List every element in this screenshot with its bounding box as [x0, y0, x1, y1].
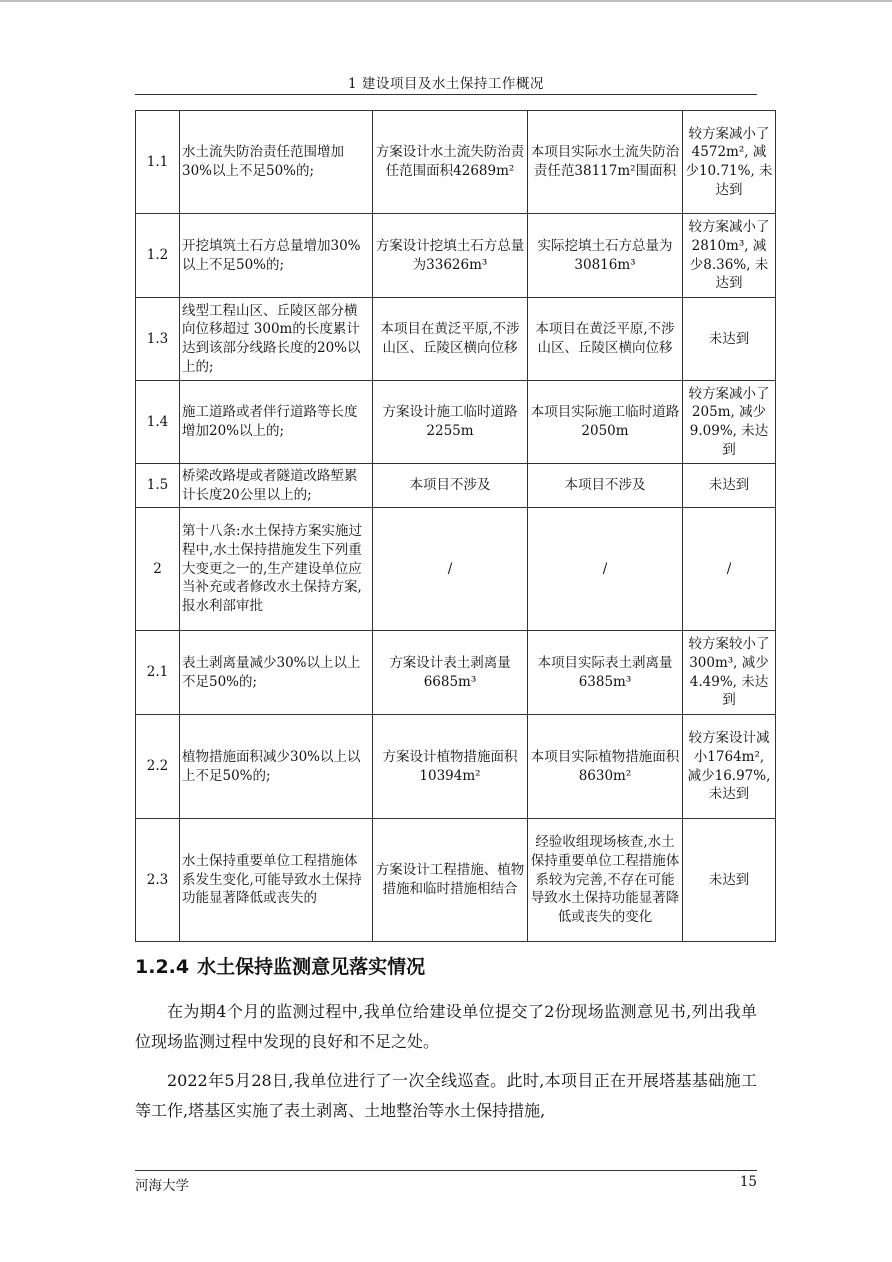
- result-cell: 未达到: [683, 819, 776, 942]
- actual-value-cell: 经验收组现场核查,水土保持重要单位工程措施体系较为完善,不存在可能导致水土保持功能显著降低或丧失的变化: [528, 819, 683, 942]
- actual-value-cell: 本项目实际水土流失防治责任范38117m²围面积: [528, 111, 683, 214]
- actual-value-cell: 本项目实际植物措施面积8630m²: [528, 715, 683, 819]
- actual-value-cell: /: [528, 508, 683, 631]
- item-number: 2.2: [136, 715, 180, 819]
- table-row: [136, 819, 776, 942]
- table-row: [136, 508, 776, 631]
- section-heading: [135, 952, 425, 979]
- criterion-cell: 水土保持重要单位工程措施体系发生变化,可能导致水土保持功能显著降低或丧失的: [180, 819, 373, 942]
- section-number: 1.2.4: [135, 956, 190, 978]
- plan-value-cell: 本项目不涉及: [373, 464, 528, 508]
- actual-value-cell: 实际挖填土石方总量为30816m³: [528, 214, 683, 298]
- table-row: [136, 715, 776, 819]
- change-criteria-table: [135, 110, 776, 942]
- plan-value-cell: 方案设计表土剥离量6685m³: [373, 631, 528, 715]
- criterion-cell: 线型工程山区、丘陵区部分横向位移超过 300m的长度累计达到该部分线路长度的20%以上的;: [180, 298, 373, 381]
- table-row: [136, 464, 776, 508]
- result-cell: 未达到: [683, 298, 776, 381]
- criterion-cell: 水土流失防治责任范围增加30%以上不足50%的;: [180, 111, 373, 214]
- item-number: 1.1: [136, 111, 180, 214]
- body-paragraph: 2022年5月28日,我单位进行了一次全线巡查。此时,本项目正在开展塔基基础施工等工作,塔基区实施了表土剥离、土地整治等水土保持措施,: [135, 1071, 757, 1120]
- item-number: 2.3: [136, 819, 180, 942]
- running-header: 1 建设项目及水土保持工作概况: [348, 76, 544, 92]
- footer-institution: 河海大学: [135, 1178, 189, 1194]
- result-cell: /: [683, 508, 776, 631]
- header-divider: [135, 94, 757, 95]
- criterion-cell: 植物措施面积减少30%以上以上不足50%的;: [180, 715, 373, 819]
- actual-value-cell: 本项目在黄泛平原,不涉山区、丘陵区横向位移: [528, 298, 683, 381]
- item-number: 1.5: [136, 464, 180, 508]
- page-number: 15: [739, 1174, 757, 1190]
- result-cell: 未达到: [683, 464, 776, 508]
- actual-value-cell: 本项目实际施工临时道路2050m: [528, 381, 683, 464]
- result-cell: 较方案减小了4572m², 减少10.71%, 未达到: [683, 111, 776, 214]
- result-cell: 较方案减小了205m, 减少9.09%, 未达到: [683, 381, 776, 464]
- result-cell: 较方案较小了300m³, 减少4.49%, 未达到: [683, 631, 776, 715]
- plan-value-cell: 方案设计施工临时道路2255m: [373, 381, 528, 464]
- criterion-cell: 第十八条:水土保持方案实施过程中,水土保持措施发生下列重大变更之一的,生产建设单位应当补充或者修改水土保持方案,报水利部审批: [180, 508, 373, 631]
- criterion-cell: 桥梁改路堤或者隧道改路堑累计长度20公里以上的;: [180, 464, 373, 508]
- table-row: [136, 111, 776, 214]
- body-paragraph: 在为期4个月的监测过程中,我单位给建设单位提交了2份现场监测意见书,列出我单位现场监测过程中发现的良好和不足之处。: [135, 1002, 757, 1051]
- criterion-cell: 表土剥离量减少30%以上以上不足50%的;: [180, 631, 373, 715]
- item-number: 1.2: [136, 214, 180, 298]
- item-number: 2: [136, 508, 180, 631]
- result-cell: 较方案设计减小1764m², 减少16.97%, 未达到: [683, 715, 776, 819]
- plan-value-cell: /: [373, 508, 528, 631]
- table-row: [136, 631, 776, 715]
- section-title: 水土保持监测意见落实情况: [197, 956, 426, 978]
- actual-value-cell: 本项目不涉及: [528, 464, 683, 508]
- plan-value-cell: 方案设计挖填土石方总量为33626m³: [373, 214, 528, 298]
- criterion-cell: 开挖填筑土石方总量增加30%以上不足50%的;: [180, 214, 373, 298]
- result-cell: 较方案减小了2810m³, 减少8.36%, 未达到: [683, 214, 776, 298]
- item-number: 1.4: [136, 381, 180, 464]
- table-row: [136, 298, 776, 381]
- plan-value-cell: 方案设计植物措施面积10394m²: [373, 715, 528, 819]
- table-row: [136, 214, 776, 298]
- section-body: [135, 997, 757, 1135]
- page-top-edge: [0, 0, 892, 2]
- criterion-cell: 施工道路或者伴行道路等长度增加20%以上的;: [180, 381, 373, 464]
- actual-value-cell: 本项目实际表土剥离量6385m³: [528, 631, 683, 715]
- plan-value-cell: 方案设计水土流失防治责任范围面积42689m²: [373, 111, 528, 214]
- table-row: [136, 381, 776, 464]
- plan-value-cell: 本项目在黄泛平原,不涉山区、丘陵区横向位移: [373, 298, 528, 381]
- footer-divider: [135, 1170, 757, 1171]
- item-number: 2.1: [136, 631, 180, 715]
- item-number: 1.3: [136, 298, 180, 381]
- plan-value-cell: 方案设计工程措施、植物措施和临时措施相结合: [373, 819, 528, 942]
